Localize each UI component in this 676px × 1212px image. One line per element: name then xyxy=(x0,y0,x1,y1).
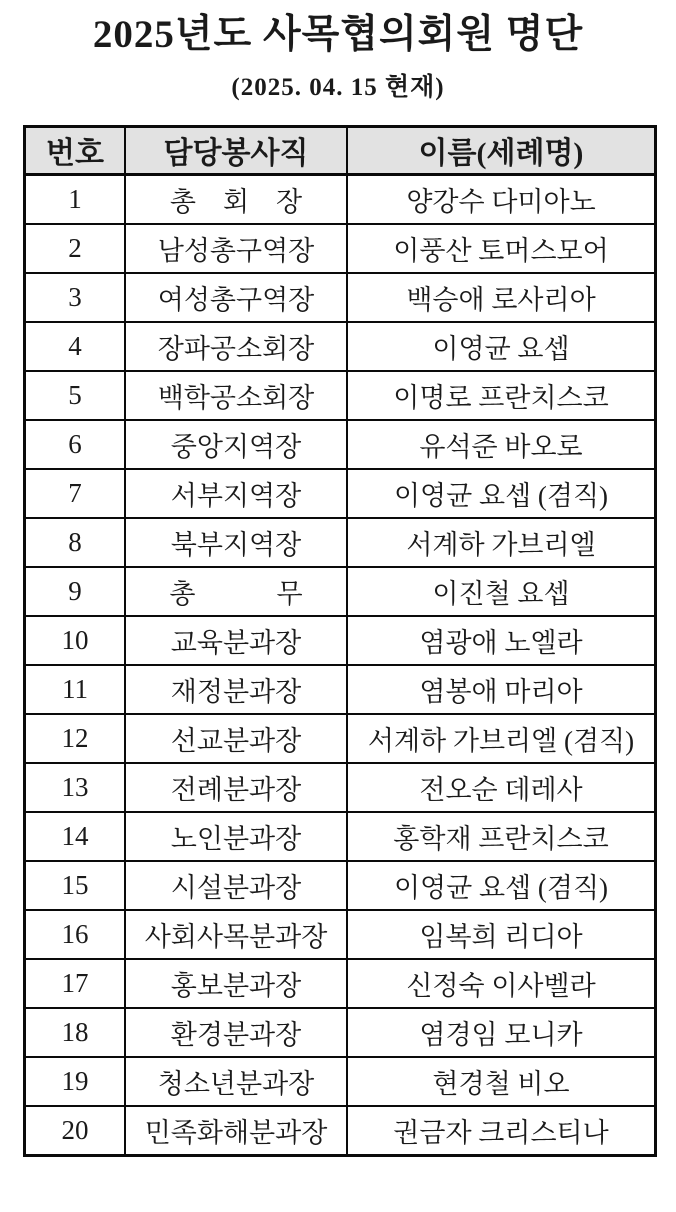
header-role: 담당봉사직 xyxy=(125,126,347,174)
table-row xyxy=(25,910,656,959)
table-row xyxy=(25,665,656,714)
name-cell: 권금자 크리스티나 xyxy=(347,1106,656,1156)
row-number-cell: 10 xyxy=(25,616,126,665)
name-cell: 염경임 모니카 xyxy=(347,1008,656,1057)
name-cell: 백승애 로사리아 xyxy=(347,273,656,322)
row-number-cell: 2 xyxy=(25,224,126,273)
name-cell: 임복희 리디아 xyxy=(347,910,656,959)
role-cell: 선교분과장 xyxy=(125,714,347,763)
row-number-cell: 3 xyxy=(25,273,126,322)
header-name: 이름(세례명) xyxy=(347,126,656,174)
role-cell: 총 회 장 xyxy=(125,174,347,224)
name-cell: 홍학재 프란치스코 xyxy=(347,812,656,861)
role-cell: 사회사목분과장 xyxy=(125,910,347,959)
table-head xyxy=(25,126,656,174)
table-row xyxy=(25,224,656,273)
role-cell: 교육분과장 xyxy=(125,616,347,665)
row-number-cell: 7 xyxy=(25,469,126,518)
name-cell: 이영균 요셉 (겸직) xyxy=(347,861,656,910)
table-row xyxy=(25,714,656,763)
row-number-cell: 8 xyxy=(25,518,126,567)
name-cell: 이영균 요셉 xyxy=(347,322,656,371)
name-cell: 유석준 바오로 xyxy=(347,420,656,469)
header-number: 번호 xyxy=(25,126,126,174)
role-cell: 중앙지역장 xyxy=(125,420,347,469)
row-number-cell: 1 xyxy=(25,174,126,224)
name-cell: 염봉애 마리아 xyxy=(347,665,656,714)
member-roster-table xyxy=(23,125,657,1157)
row-number-cell: 6 xyxy=(25,420,126,469)
row-number-cell: 11 xyxy=(25,665,126,714)
table-row xyxy=(25,861,656,910)
table-row xyxy=(25,420,656,469)
role-cell: 여성총구역장 xyxy=(125,273,347,322)
role-cell: 총 무 xyxy=(125,567,347,616)
header-row xyxy=(25,126,656,174)
role-cell: 장파공소회장 xyxy=(125,322,347,371)
name-cell: 이진철 요셉 xyxy=(347,567,656,616)
role-cell: 민족화해분과장 xyxy=(125,1106,347,1156)
name-cell: 현경철 비오 xyxy=(347,1057,656,1106)
page-subtitle: (2025. 04. 15 현재) xyxy=(231,73,445,101)
row-number-cell: 15 xyxy=(25,861,126,910)
table-row xyxy=(25,567,656,616)
row-number-cell: 9 xyxy=(25,567,126,616)
name-cell: 염광애 노엘라 xyxy=(347,616,656,665)
table-row xyxy=(25,812,656,861)
table-row xyxy=(25,469,656,518)
row-number-cell: 19 xyxy=(25,1057,126,1106)
table-row xyxy=(25,959,656,1008)
table-row xyxy=(25,273,656,322)
table-row xyxy=(25,322,656,371)
role-cell: 시설분과장 xyxy=(125,861,347,910)
row-number-cell: 18 xyxy=(25,1008,126,1057)
table-row xyxy=(25,371,656,420)
role-cell: 홍보분과장 xyxy=(125,959,347,1008)
name-cell: 신정숙 이사벨라 xyxy=(347,959,656,1008)
row-number-cell: 4 xyxy=(25,322,126,371)
role-cell: 노인분과장 xyxy=(125,812,347,861)
row-number-cell: 20 xyxy=(25,1106,126,1156)
table-row xyxy=(25,616,656,665)
row-number-cell: 17 xyxy=(25,959,126,1008)
name-cell: 양강수 다미아노 xyxy=(347,174,656,224)
name-cell: 이영균 요셉 (겸직) xyxy=(347,469,656,518)
role-cell: 북부지역장 xyxy=(125,518,347,567)
role-cell: 남성총구역장 xyxy=(125,224,347,273)
table-row xyxy=(25,1106,656,1156)
table-row xyxy=(25,763,656,812)
document-page xyxy=(0,12,676,1212)
name-cell: 이풍산 토머스모어 xyxy=(347,224,656,273)
table-body xyxy=(25,174,656,1155)
table-row xyxy=(25,518,656,567)
table-row xyxy=(25,1057,656,1106)
role-cell: 재정분과장 xyxy=(125,665,347,714)
table-row xyxy=(25,174,656,224)
name-cell: 서계하 가브리엘 (겸직) xyxy=(347,714,656,763)
role-cell: 백학공소회장 xyxy=(125,371,347,420)
role-cell: 서부지역장 xyxy=(125,469,347,518)
page-title: 2025년도 사목협의회원 명단 xyxy=(92,13,584,56)
name-cell: 서계하 가브리엘 xyxy=(347,518,656,567)
row-number-cell: 5 xyxy=(25,371,126,420)
table-row xyxy=(25,1008,656,1057)
row-number-cell: 13 xyxy=(25,763,126,812)
row-number-cell: 16 xyxy=(25,910,126,959)
row-number-cell: 12 xyxy=(25,714,126,763)
role-cell: 환경분과장 xyxy=(125,1008,347,1057)
name-cell: 전오순 데레사 xyxy=(347,763,656,812)
name-cell: 이명로 프란치스코 xyxy=(347,371,656,420)
role-cell: 청소년분과장 xyxy=(125,1057,347,1106)
role-cell: 전례분과장 xyxy=(125,763,347,812)
row-number-cell: 14 xyxy=(25,812,126,861)
